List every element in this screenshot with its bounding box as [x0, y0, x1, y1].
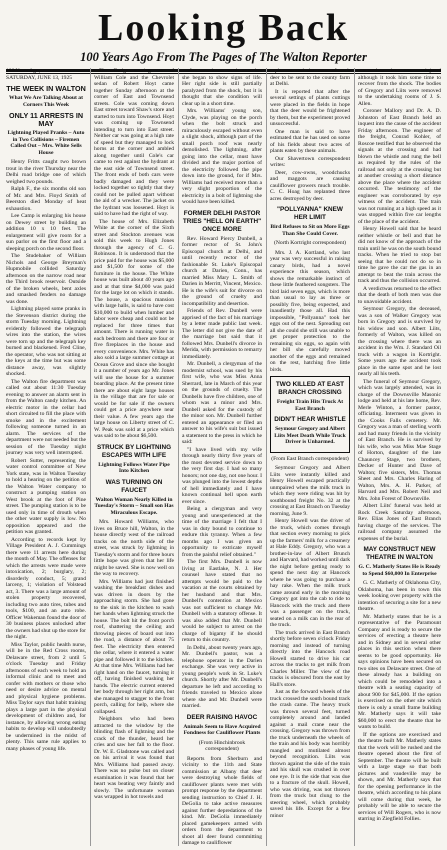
masthead-title: Looking Back	[97, 7, 350, 49]
headline-pollyanna: "POLLYANNA" KNEW HER LIMIT	[277, 206, 343, 221]
correspondent-note: (North Kortright correspondent)	[273, 240, 347, 246]
article-paragraph: One man is said to have estimated that he has used on some of his fields about two acres of plants eaten by these animals.	[270, 128, 350, 154]
headline-deer-raising-havoc: DEER RAISING HAVOC	[186, 713, 258, 721]
column-4	[270, 68, 350, 846]
article-paragraph: Seymour Gregory, the deceased, was a son of Walker Gregory was born in Gregory and is survived by his widow and son. Albert Liits, formerly of Walton, was killed on the crossing where there was an accident in the Wm. J. Standard Oil truck with a wagon in Kortright. Some years ago the accident took place in the same spot and he lost nearly all his teeth.	[358, 306, 441, 377]
subhead-pollyanna: Bird Refuses to Sit on More Eggs Than She Could Cover.	[270, 224, 350, 237]
article-paragraph: Neighbors who had been attracted to the window by the blinding flash of lightning and the crack of the thunder, heard her cries and saw her fall to the floor. Dr. W. E. Gladstone was called and on his arrival it was found that Mrs. Williams had passed away. There was no pulse but on closer examination it was found that her heart was beating very faintly and slowly. The unfortunate woman was wrapped in hot towels and	[94, 716, 174, 800]
subhead-turning-on-faucet: Walton Woman Nearly Killed in Tuesday's Storm – Small son Has Miraculous Escape.	[94, 496, 174, 516]
subhead-two-killed: Freight Train Hits Truck At East Branch	[276, 399, 344, 412]
article-paragraph: planters and the meat of such deer to be sent to the county farm at Delhi.	[270, 68, 350, 87]
headline-new-theatre: MAY CONSTRUCT NEW THEATRE IN WALTON	[363, 546, 436, 561]
article-paragraph: Just as the forward wheels of the truck crossed the south bound track the crash came. The heavy truck was thrown several feet, turned completely around and landed against a mail crane near the crossing. Gregory was thrown from the truck underneath the wheels of the train and his body was horribly mangled and mutilated almost beyond recognition. Liits was thrown against the side of the train and his skull was crushed in over one eye. It is the side that was due to a fracture of the skull. Howell, who was driving, was not thrown from the truck but clung to the steering wheel, which probably saved his life. Except for a few minor	[270, 689, 350, 819]
article-columns	[6, 68, 441, 846]
subhead-struck-by-lightning: Lightning Follows Water Pipe Into Kitchen	[98, 461, 170, 474]
column-2	[94, 68, 174, 846]
column-3	[182, 68, 262, 846]
headline-week-in-walton: THE WEEK IN WALTON	[6, 84, 86, 93]
masthead-subtitle: 100 Years Ago From The Pages of The Walton Reporter	[80, 50, 367, 64]
article-paragraph: scratches he was uninjured although it took him some time to recover from the shock. The bodies of Gregory and Liits were removed to the undertaking rooms of J. S. Allen.	[358, 68, 441, 107]
headline-didnt-hear-whistle: DIDN'T HEAR WHISTLE	[274, 416, 346, 423]
article-paragraph: Henry Howell said that he heard neither whistle or bell and that he did not know of the approach of the train until he was on the south bound tracks. When he tried to stop but seeing that he could not do so in time he gave the car the gas in an attempt to beat the train across the track and thus the collision occurred.	[358, 226, 441, 284]
article-paragraph: Henry Howell was the driver of the truck, which comes through that section every morning to pick up the farmers' milk for a creamery at Hale Eddy. Gregory, who was a brother-in-law of Albert Brunch and Harvard, had worked until dark the night before getting ready to spend the next day at Hancock where he was going to purchase a hay rake. When the milk truck came around early in the morning Gregory got into the cab to ride to Hancock with the truck and there was a passenger on the truck, seated on a milk can in the rear of the truck.	[270, 518, 350, 628]
article-paragraph: Mr. Dunbell, a clergyman of the modernist school, was sued by his first wife, who was Miss Anna Sherrard, late in March of this year on the grounds of cruelty. The Dunbells have five children, one of whom was a minor and Mrs. Dunbell asked for the custody of the minor son. Mr. Dunbell further entered an appearance or filed an answer to his wife's suit but issued a statement to the press in which he said:	[182, 361, 262, 445]
article-paragraph: If the options are exercised and the theatre built Mr. Matherly states that the work will be rushed and the theatre opened about the first of September. The theatre will be built with a large stage so that both pictures and vaudeville may be shown, and Mr. Matherly says that for the opening performance in the theatre, which according to his plans will come during that week, he probably will be able to secure the services of Will Rogers, who is now starring in Ziegfield Follies.	[358, 731, 441, 822]
headline-former-delhi-pastor: FORMER DELHI PASTOR TRIES "HELL ON EARTH" ONCE MORE	[182, 209, 262, 233]
headline-two-killed: TWO KILLED AT EAST BRANCH CROSSING	[275, 381, 345, 396]
masthead	[0, 0, 447, 65]
article-paragraph: Lee Camp is enlarging his house on Dewey street by building an addition 10 x 10 feet. The enlargement will give room for a sun parlor on the first floor and a sleeping porch on the second floor.	[6, 213, 86, 252]
article-paragraph: Mrs. Howard Williams, who lives on Bruce hill, Walton, in the house directly west of the railroad tracks on the north side of the street, was struck by lightning in Tuesday's storm and for three hours little hope was given that her life might be saved. She is now well on the way to recovery.	[94, 519, 174, 577]
dateline-years-ago: 100 Years Ago,	[6, 68, 41, 74]
article-paragraph: Ralph F., the six months old son of Mr. and Mrs. Floyd Smith of Beerston died Monday of heat exhaustion.	[6, 186, 86, 212]
boxed-headline-block	[270, 376, 350, 453]
article-paragraph: Being a clergyman and very young and unexperienced at the time of the marriage I felt that I was in duty bound to continue to endure this tyranny. When a few months ago I was given an opportunity to extricate myself from the painful relief obtained."	[182, 506, 262, 558]
correspondent-note: (From Hinchinbrook correspondent)	[198, 739, 246, 752]
article-paragraph: Mrs. J. A. Kortland, who last year was very successful in raising canary birds, had a novel experience this season, which shows the remarkable instinct of these little feathered songsters. The bird laid seven eggs, which is more than usual to lay as three or possibly five, being expected, and inaudiently those all. Had this impossible, "Pollyanna" took her eggs out of the nest. Spreading out all she could she still was unable to get proper protection to the remaining six eggs, so again with her bill she carefully moved another of the eggs and remained on the rest, hatching five little birds.	[270, 249, 350, 373]
column-divider	[90, 68, 91, 846]
article-paragraph: The first Mrs. Dunbell is now living at Eastlake, N. J. Her counsel have stated that no attempts would be paid to the vacation at the courts obtained by her husband and that Mrs. Dunbell's contention at Mexico was not sufficient to change Mr. Dunbell with a statutory offense. It was also added that Mr. Dunbell would be subject to arrest on the charge of bigamy if he should return to this country.	[182, 559, 262, 643]
article-paragraph: Robert Sutter, representing the water control committee of New York state, was in Walton Tuesday to hold a hearing on the petition of the Walton Water company to construct a pumping station on West brook at the foot of Pine street. The pumping station is to be used only in time of drouth when the other water supply is low. No opposition appeared and the petition was granted.	[6, 457, 86, 535]
correspondent-note: (From East Branch correspondent)	[271, 455, 349, 462]
article-paragraph: It is reported that after the several settings of plants cuttings were placed in the fields in hope that the deer would be frightened by them, but the experiment proved unsuccessful.	[270, 88, 350, 127]
column-divider	[178, 68, 179, 846]
article-paragraph: Seymour Gregory and Albert Liits were instantly killed and Henry Howell escaped practically unmpaired when the milk truck in which they were riding was hit by southbound freight No. 32 at the crossing at East Branch on Tuesday morning, June 9.	[270, 465, 350, 517]
article-paragraph: G. C. Matherly of Oklahoma City, Oklahoma, has been in town this week looking over property with the intention of securing a site for a new theatre.	[358, 580, 441, 612]
article-paragraph: Mr. Matherly states that he is a representative of the Paramount Company and is ready to secure the services of erecting a theatre here and in Sidney and in several other places in this section when there seems to be good opportunity. He says opinions have been secured on two sites on Delaware street. One of these already has a building on which could be remodeled into a theatre with a seating capacity of about 900 for $45,000. If the option is exercised on the other site which there is only a small frame building Mr. Matherly says it will take $60,000 to erect the theatre that he wants to build.	[358, 613, 441, 730]
article-paragraph: In Delhi, about twenty years ago, Mr. Dunbell's pastor, was a telephone operator in the Darien exchange. She was very active in young people's work in St. Luke's church. Shortly after Mr. Dunbell's departure he left and according to friends traveled to Mexico alone where she and Mr. Dunbell were married.	[182, 644, 262, 709]
subhead-week-in-walton: What We Are Talking About at Corners This Week	[9, 95, 83, 108]
article-paragraph: Mrs. Williams' young son, Clyde, was playing on the porch when the bolt struck and miraculously escaped without even a slight shock, although part of the small porch roof was nearly demolished. The lightning, after going into the cellar, must have divided and the major portion of the electricity followed the pipe down into the ground, for if Mrs. Williams had received more than a very slight proportion of the electricity in a bolt of lightning she would have been killed.	[182, 108, 262, 205]
article-paragraph: The Studebaker of William Nichols and George Breyman's Hupmobile collided Saturday afternoon on the narrow road near the Third brook reservoir. Outside of the broken wheels, bent axles and smashed fenders no damage was done.	[6, 253, 86, 305]
article-paragraph: The Dodge touring car of William Cole and the Chevrolet sedan of Robert Hoyt came together Sunday afternoon at the corner of East and Townsend streets. Cole was coming down East street toward Shaw's store and started to turn into Townsend. Hoyt was coming up Townsend intending to turn into East street. Neither car was going at a high rate of speed but they managed to lock horns at the corner and ambled along together until Cole's car came to rest against the hydrant at the east side of Townsend street. The front ends of both cars were badly damaged and they were locked together so tightly that they could not be pulled apart without the aid of a wrecker. The jacket on the hydrant was loosened. Hoyt is said to have had the right of way.	[94, 68, 174, 217]
article-paragraph: after two hours work over her she began to show signs of life. Her right side is still partially paralyzed from the shock, but it is thought that she condition will clear up in a short time.	[182, 68, 262, 107]
headline-turning-on-faucet: WAS TURNING ON FAUCET	[105, 478, 163, 494]
subhead-only-11-arrests: Lightning Played Pranks – Auto in Two Collisions – Firemen Called Out – Mrs. White Sells House	[7, 130, 85, 156]
column-divider	[266, 68, 267, 846]
article-paragraph: Miss Taylor, public health nurse, will be in the Red Cross rooms, Delaware street, from 2 until 5 o'clock Tuesday and Friday afternoons of each week to hold an informal clinic and to meet and confer with mothers or those who need or desire advice on mental and physical hygiene problems. Miss Taylor says that habit training plays a large part in the physical development of children and, for instance, by allowing wrong eating habits to develop will undoubtedly be undermined in the midst of plenty. This same rule applies to many phases of young life.	[6, 641, 86, 752]
article-paragraph: The Walton fire department was called out about 11:30 Tuesday evening to answer an alarm sent in from the Walton candy kitchen. An electric motor in the cellar had short circuited to fill the place with smoke and in the excitement following someone turned in an alarm. The services of the department were not needed but the session of the Tuesday night journey was very well interrupted.	[6, 378, 86, 456]
article-paragraph: Deer, cow-owns, woodchucks and maggots are causing cauliflower growers much trouble. C. C. Hoag has replanted three acres destroyed by deer.	[270, 169, 350, 202]
column-divider	[354, 68, 355, 846]
article-paragraph: According to records kept by Village President A. J. Cummings there were 11 arrests here during the month of May. The offenses for which the arrests were made were intoxication, 2; burglary, 2; disorderly conduct, 5; grand larceny, 1; violation of Volstead act, 3. There was a large amount of stolen property recovered, including two auto tires, tubes and tools, $100, and an auto robe. Officer Wakeman found the door of 30 business places unlocked after the owners had shut up the store for the night.	[6, 536, 86, 640]
column-5	[358, 68, 441, 846]
article-paragraph: Rev. Howard Piercy Dunbell, a former rector of St. John's Episcopal church at Delhi, and until recently rector of the fashionable St. Luke's Episcopal church at Darien, Conn., has married Miss Mary L. Smith of Darien in Merritt, Vincent, Mexico. He is the wife's suit for divorce on the ground of cruelty and incompatibility and desertion.	[182, 235, 262, 307]
article-paragraph: Our Shavertown correspondent writes:	[270, 155, 350, 168]
subhead-new-theatre: G. C. Matherly States He is Ready to Spend $60,000 In Enterprise	[358, 564, 441, 577]
article-paragraph: The funeral of Seymour Gregory, which was largely attended, was in charge of the Downsville Masonic lodge and held at his late home, Rev. Merle Winton, a former pastor, officiating. Interment was given in the Cooks Falls cemetery. Mr. Gregory was a man of sterling worth and had many friends in the vicinity of East Branch. He is survived by his wife, who was Miss Mae Stage of Horton, daughter of the late Chauncey Stage, two brothers, Decker of Hunter and Dave of Walton; five sisters, Mrs. Thomas Sheet and Mrs. Charles Haring of Walton, Mrs. A. H. Parker, of Harvard and Mrs. Robert Neil and Mrs. John Forest of Downsville.	[358, 378, 441, 502]
article-paragraph: Albert Liits' funeral was held at Rock Creek Saturday afternoon, Rev. Elias Jones of East Branch having charge of the services. The railroad company assumed the expenses of the burial.	[358, 503, 441, 542]
article-paragraph: Henry Fritts caught two brown trout in the river Thursday near the Delhi road bridge one of which weighed two pounds.	[6, 159, 86, 185]
article-paragraph: The truck arrived in East Branch shortly before seven o'clock Friday morning and instead of turning directly into the Hancock road Howell started to drive his car across the tracks to get milk from Charles Miller. The view of the tracks is obscured from the east by Hall's store.	[270, 629, 350, 688]
subhead-didnt-hear-whistle: Seymour Gregory and Albert Liits Meet Death While Truck Driver is Unharmed.	[274, 426, 346, 445]
article-paragraph: Coroner Mallory and Dr. A. D. Johnston of East Branch held an inquest into the cause of the accident Friday afternoon. The engineer of the freight, Conrad Kohler, of Roscoe testified that he observed the signals at the crossing and had blown the whistle and rung the bell as required by the rules of the railroad not only at the crossing but at another crossing a short distance above the place where the accident occurred. The testimony of the engineer was corroborated by eye witness of the accident. The train was not running at a high speed as it was stopped within five car lengths of the place of the accident.	[358, 108, 441, 225]
article-paragraph: "I have lived with my wife through nearly thirty five years of the most devoted service down to the very first day. I had so many honors; not one day, not one hour. I was plunged into the lowest depths of hell immediately and I have known continual hell upon earth ever since.	[182, 446, 262, 505]
headline-only-11-arrests: ONLY 11 ARRESTS IN MAY	[8, 111, 84, 128]
article-paragraph: Friends of Rev. Dunbell were apprised of the fact of his marriage by a letter made public last week. The letter did not give the date of the marriage but said that it followed Mrs. Dunbell's divorce in Merida, with permission to remarry immediately.	[182, 308, 262, 360]
article-paragraph: Lightning played some pranks in the Stevenson district during the storm Tuesday morning. Lightning evidently followed the telegraph wires into the station, the wires were torn up and the telegraph key burned and blackened. Fred Cline, the operator, who was not sitting at the keys at the time but was some distance away, was slightly shocked.	[6, 306, 86, 377]
subhead-deer-raising-havoc: Animals Seem to Have Acquired Fondness for Cauliflower Plants	[183, 723, 261, 736]
article-paragraph: Mrs. Williams had just finished washing the breakfast dishes and was driven in doors by the approaching storm. She had gone to the sink in the kitchen to wash her hands when lightning struck the house. The bolt hit the front porch roof, shattering the ceiling and throwing pieces of board out into the road, a distance of about 75 feet. The electricity then entered the cellar, where it entered a water pipe and followed it to the kitchen. At that time Mrs. Williams had her right hand on the faucet, turning it off, having finished washing her hands. The electric current entered her body through her right arm, but she managed to stagger to the front porch, calling for help, where she collapsed.	[94, 578, 174, 715]
article-paragraph: Reports from Sherburn and vicinity to the 11th and State commission at Albany that deer were destroying whole fields of cauliflower plants were met with prompt response by the department sending instruction to Chief J. H. DeGolia to take active measures against further depredations of the kind. Mr. DeGolia immediately placed gamekeepers armed with orders from the department to shoot all deer found committing damage to cauliflower	[182, 755, 262, 846]
headline-struck-by-lightning: STRUCK BY LIGHTNING ESCAPES WITH LIFE	[96, 443, 172, 459]
article-paragraph: A verdictwas returned to the effect that the death of both men was due to unavoidable accident.	[358, 285, 441, 305]
dateline-date: SATURDAY, JUNE 13, 1925	[6, 74, 73, 81]
column-1	[6, 68, 86, 846]
article-paragraph: The house of Mrs. Elizabeth White at the corner of the Sixth street and Stockton avenues was sold this week to Hugh Jones through the agency of C. G. Robinson. It is understood that the price paid for the house was $5,000 and $1,500 for some of the furniture in the house. The White house was built about 40 years ago and at that time $4,000 was paid for the large lot on which it stands. The house, a spacious mansion with large halls, is said to have cost $10,000 to build when lumber and labor were cheap and could not be replaced for three times that amount. There is running water in each bedroom and there are four or five fireplaces in the house and every convenience. Mrs. White has also sold a large summer cottage at Ocean Grove and since she bought it a number of years ago Mr. Jones will use the house for a summer boarding place. At the present time there are about eight large houses in the village that are for sale or would be for sale if the owners could get a price anywhere near their value. A few years ago the large house on Liberty street of C. W. Peak was sold at a price which was said to be about $6,500.	[94, 218, 174, 439]
